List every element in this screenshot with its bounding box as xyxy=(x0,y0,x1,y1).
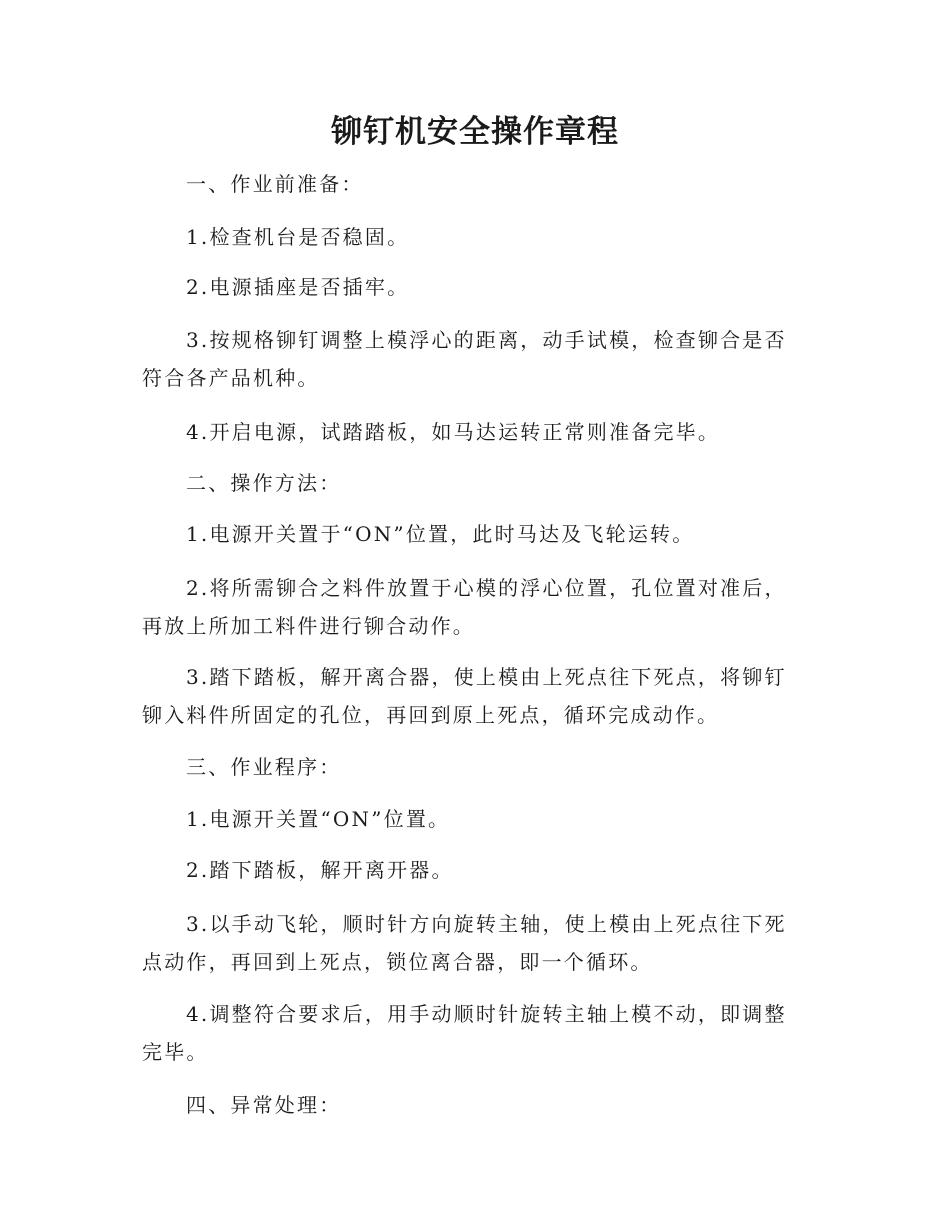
paragraph: 2.电源插座是否插牢。 xyxy=(186,275,410,299)
document-title: 铆钉机安全操作章程 xyxy=(331,114,619,150)
section-heading-4: 四、异常处理： xyxy=(186,1093,342,1117)
paragraph: 4.开启电源，试踏踏板，如马达运转正常则准备完毕。 xyxy=(186,420,721,444)
paragraph: 3.踏下踏板，解开离合器，使上模由上死点往下死点，将铆钉铆入料件所固定的孔位，再回到原上死点，循环完成动作。 xyxy=(142,665,787,727)
paragraph: 2.踏下踏板，解开离开器。 xyxy=(186,858,454,882)
section-heading-1: 一、作业前准备： xyxy=(186,172,364,196)
section-heading-3: 三、作业程序： xyxy=(186,755,342,779)
section-heading-2: 二、操作方法： xyxy=(186,471,342,495)
paragraph: 1.电源开关置“ON”位置。 xyxy=(186,807,451,831)
paragraph: 3.按规格铆钉调整上模浮心的距离，动手试模，检查铆合是否符合各产品机种。 xyxy=(142,328,787,390)
paragraph: 4.调整符合要求后，用手动顺时针旋转主轴上模不动，即调整完毕。 xyxy=(142,1002,787,1064)
paragraph: 1.检查机台是否稳固。 xyxy=(186,225,410,249)
paragraph: 3.以手动飞轮，顺时针方向旋转主轴，使上模由上死点往下死点动作，再回到上死点，锁位离合器，即一个循环。 xyxy=(142,912,787,974)
paragraph: 1.电源开关置于“ON”位置，此时马达及飞轮运转。 xyxy=(186,522,695,546)
paragraph: 2.将所需铆合之料件放置于心模的浮心位置，孔位置对准后，再放上所加工料件进行铆合动作。 xyxy=(142,576,787,638)
